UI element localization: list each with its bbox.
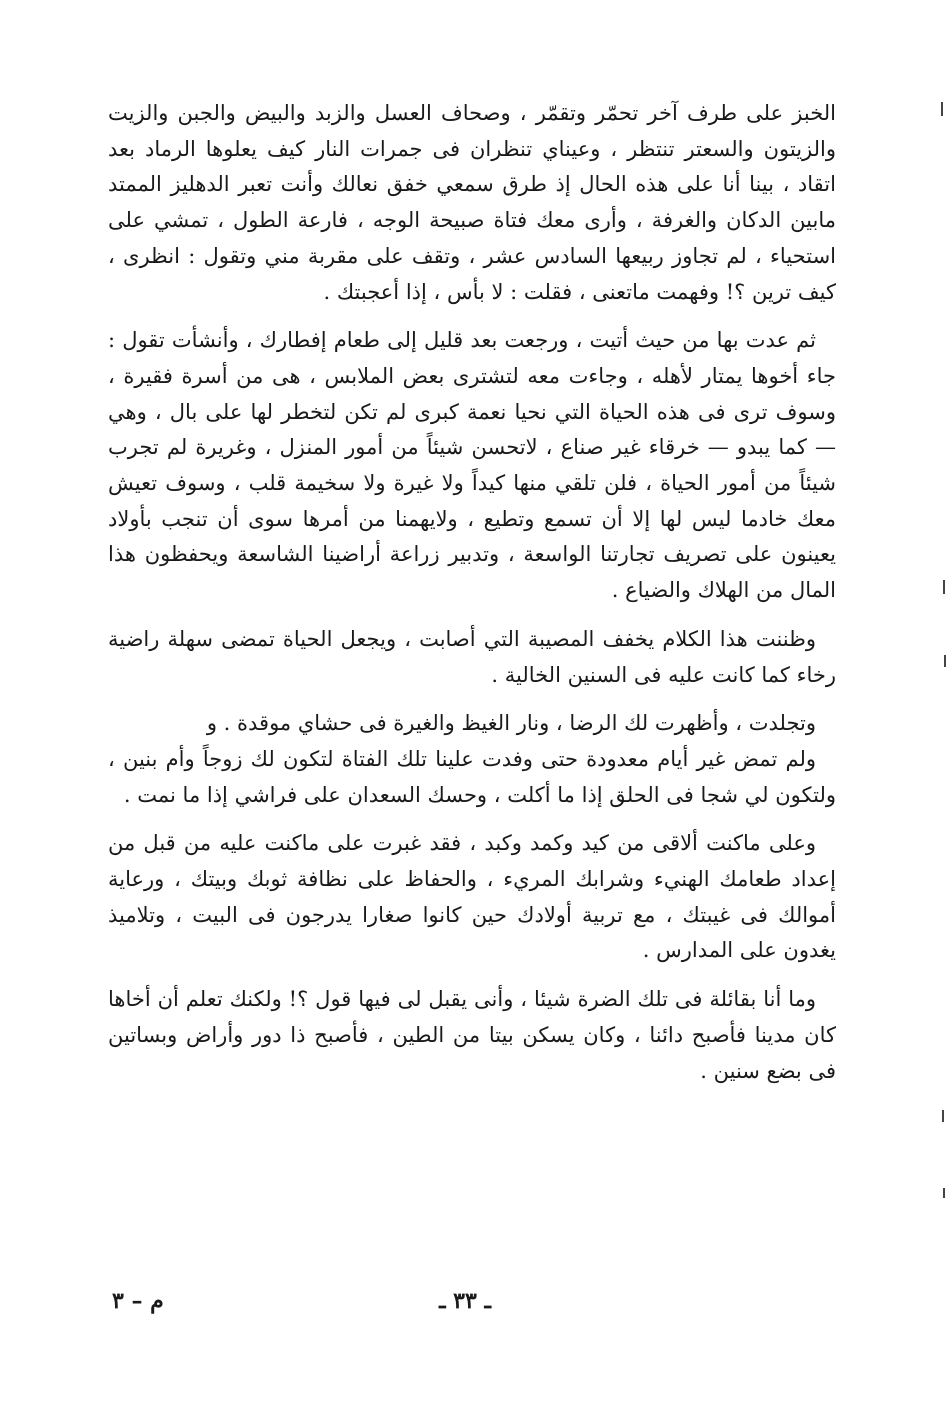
page-footer: [0, 1288, 949, 1328]
scan-edge-mark: [944, 655, 946, 667]
scan-edge-mark: [941, 102, 943, 116]
paragraph-3: وظننت هذا الكلام يخفف المصيبة التي أصابت ، ويجعل الحياة تمضى سهلة راضية رخاء كما كانت عليه فى السنين الخالية .: [108, 626, 836, 687]
paragraph-7: وما أنا بقائلة فى تلك الضرة شيئا ، وأنى يقبل لى فيها قول ؟! ولكنك تعلم أن أخاها كان مدينا فأصبح دائنا ، وكان يسكن بيتا من الطين ، فأصبح ذا دور وأراض وبساتين فى بضع سنين .: [108, 987, 836, 1083]
signature-mark: م – ٣: [112, 1288, 164, 1314]
body-text: [108, 96, 836, 1102]
page-number: ـ ٣٣ ـ: [439, 1288, 491, 1314]
paragraph-5: ولم تمض غير أيام معدودة حتى وفدت علينا تلك الفتاة لتكون لك زوجاً وأم بنين ، ولتكون لي شجا فى الحلق إذا ما أكلت ، وحسك السعدان على فراشي إذا ما نمت .: [108, 746, 836, 807]
paragraph-4: وتجلدت ، وأظهرت لك الرضا ، ونار الغيظ والغيرة فى حشاي موقدة . و: [206, 711, 816, 736]
paragraph-6: وعلى ماكنت ألاقى من كيد وكمد وكبد ، فقد غبرت على ماكنت عليه من قبل من إعداد طعامك الهنيء وشرابك المريء ، والحفاظ على نظافة ثوبك وبيتك ، ورعاية أموالك فى غيبتك ، مع تربية أولادك حين كانوا صغارا يدرجون فى البيت ، وتلاميذ يغدون على المدارس .: [108, 831, 836, 963]
paragraph-2: ثم عدت بها من حيث أتيت ، ورجعت بعد قليل إلى طعام إفطارك ، وأنشأت تقول : جاء أخوها يمتار لأهله ، وجاءت معه لتشترى بعض الملابس ، هى من أسرة فقيرة ، وسوف ترى فى هذه الحياة التي نحيا نعمة كبرى لم تكن لتخطر لها على بال ، وهي — كما يبدو — خرقاء غير صناع ، لاتحسن شيئاً من أمور المنزل ، وغريرة لم تجرب شيئاً من أمور الحياة ، فلن تلقي منها كيداً ولا غيرة ولا سخيمة قلب ، وسوف تعيش معك خادما ليس لها إلا أن تسمع وتطيع ، ولايهمنا من أمرها سوى أن تنجب بأولاد يعينون على تصريف تجارتنا الواسعة ، وتدبير زراعة أراضينا الشاسعة ويحفظون هذا المال من الهلاك والضياع .: [108, 328, 836, 603]
scan-edge-mark: [943, 1188, 945, 1198]
scan-edge-mark: [943, 580, 945, 594]
scan-edge-mark: [942, 1110, 944, 1122]
paragraph-1: الخبز على طرف آخر تحمّر وتقمّر ، وصحاف العسل والزبد والبيض والجبن والزيت والزيتون والسعتر تنتظر ، وعيناي تنظران فى جمرات النار كيف يعلوها الرماد بعد اتقاد ، بينا أنا على هذه الحال إذ طرق سمعي خفق نعالك وأنت تعبر الدهليز الممتد مابين الدكان والغرفة ، وأرى معك فتاة صبيحة الوجه ، فارعة الطول ، تمشي على استحياء ، لم تجاوز ربيعها السادس عشر ، وتقف على مقربة مني وتقول : انظرى ، كيف ترين ؟! وفهمت ماتعنى ، فقلت : لا بأس ، إذا أعجبتك .: [108, 101, 836, 304]
